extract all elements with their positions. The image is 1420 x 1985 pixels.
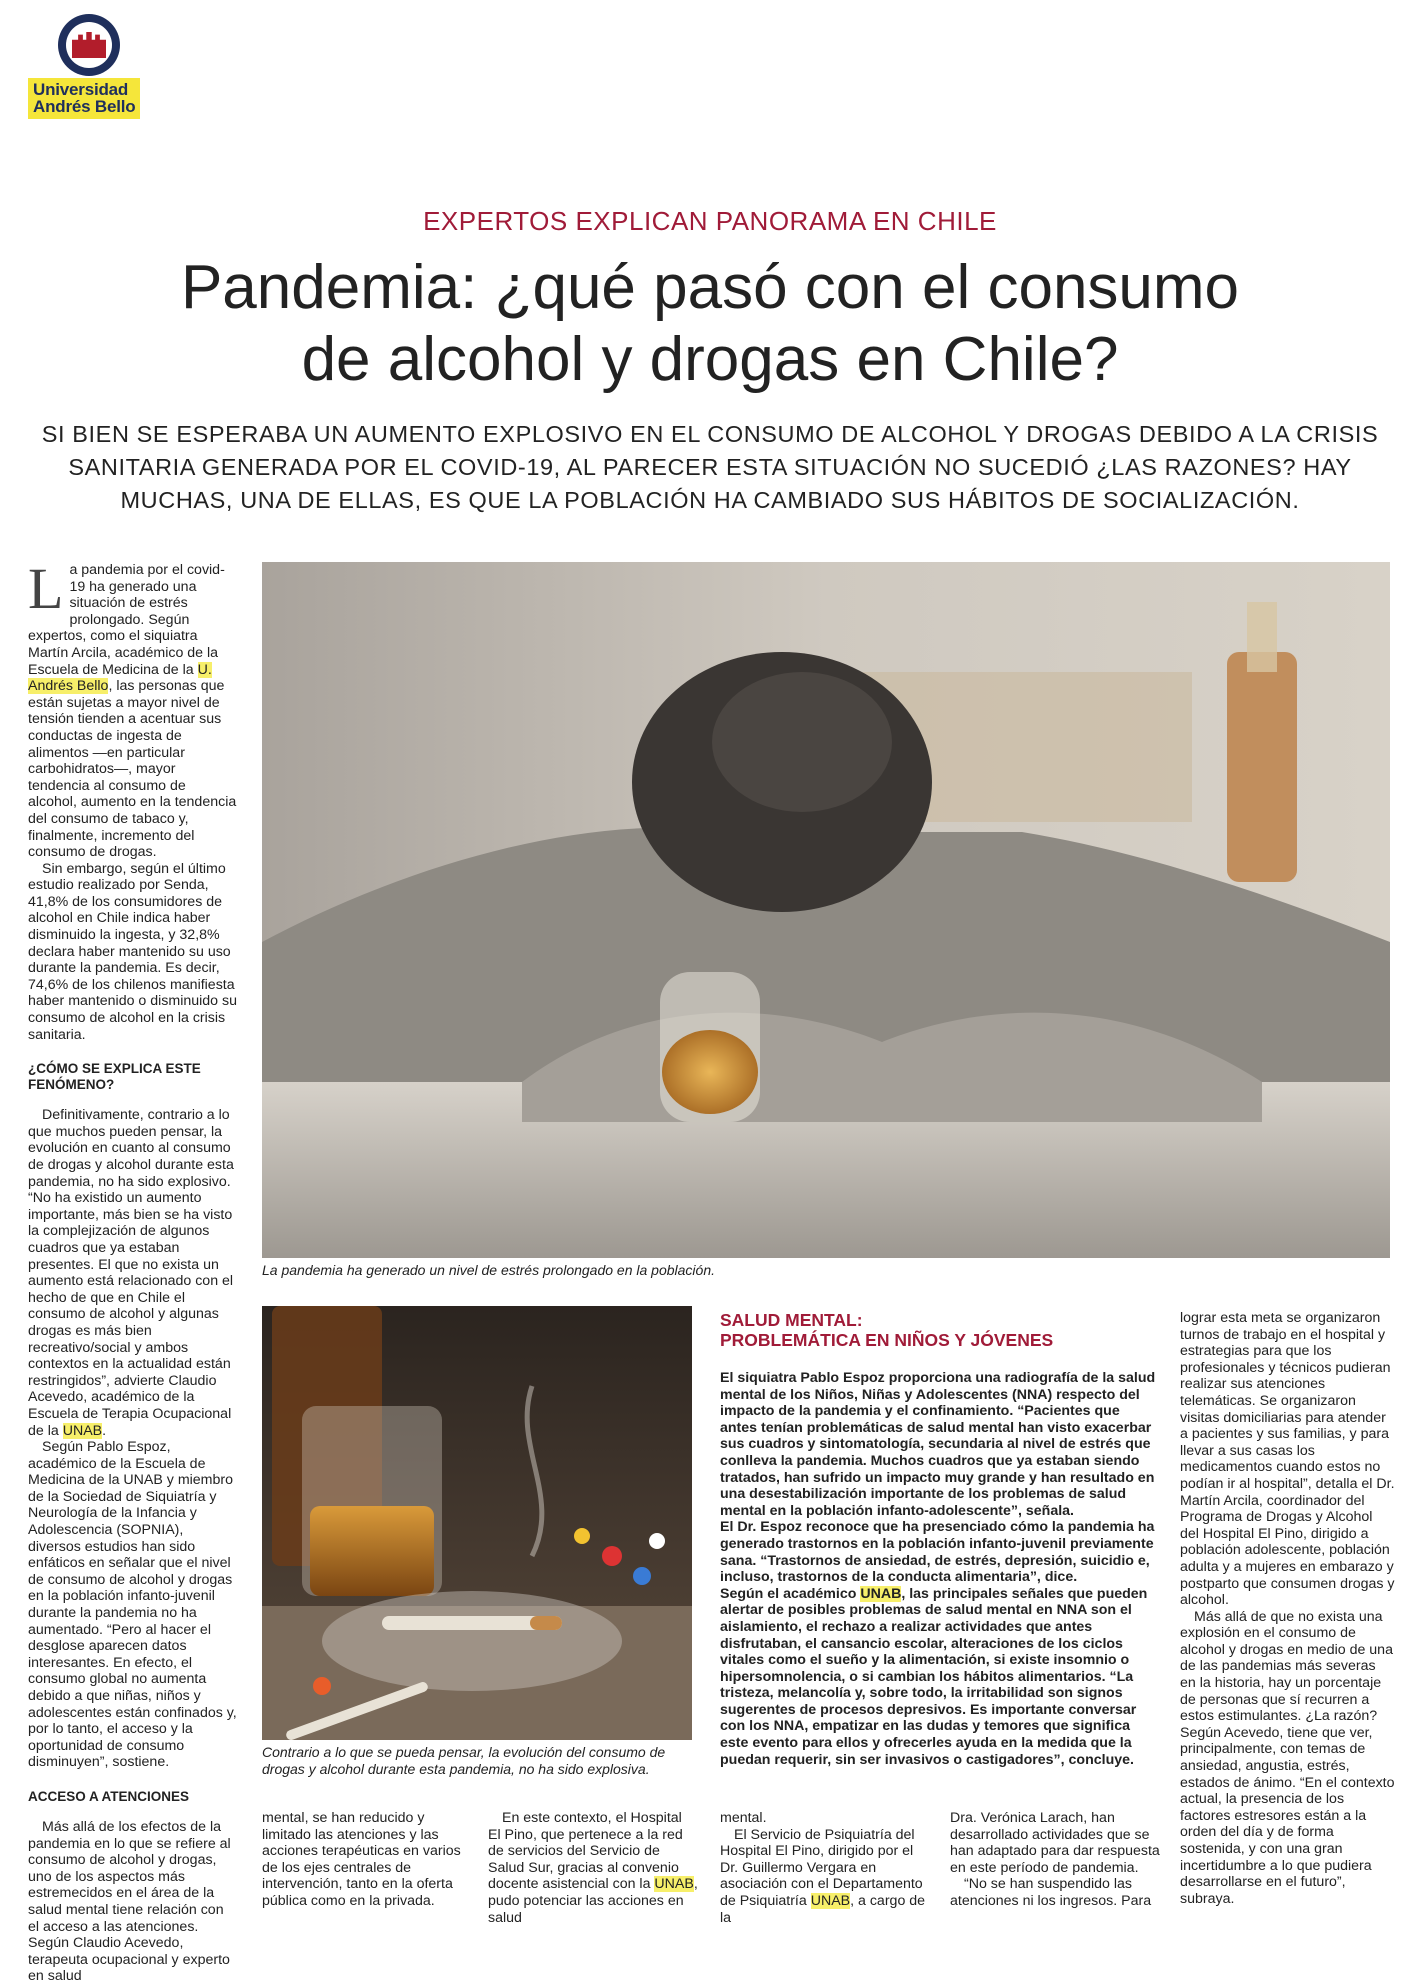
highlight: UNAB <box>810 1892 851 1909</box>
column-2 <box>262 1810 470 1910</box>
subheading: ¿CÓMO SE EXPLICA ESTE FENÓMENO? <box>28 1061 201 1093</box>
sidebar-title-line1: SALUD MENTAL: <box>720 1310 863 1330</box>
sidebar-title-line2: PROBLEMÁTICA EN NIÑOS Y JÓVENES <box>720 1330 1054 1350</box>
column-5 <box>950 1810 1160 1910</box>
column-3 <box>488 1810 698 1926</box>
paragraph: El Servicio de Psiquiatría del Hospital El Pino, dirigido por el Dr. Guillermo Vergara en asociación con el Departamento de Psiquiatría UNAB, a cargo de la <box>720 1826 926 1926</box>
subheading: ACCESO A ATENCIONES <box>28 1788 190 1804</box>
paragraph: El Dr. Espoz reconoce que ha presenciado cómo la pandemia ha generado trastornos en la población infanto-juvenil previamente sana. “Trastornos de ansiedad, de estrés, depresión, suicidio e, incluso, trastornos de la conducta alimentaria”, dice. <box>720 1519 1155 1586</box>
university-logo <box>26 14 152 122</box>
photo2-caption: Contrario a lo que se pueda pensar, la evolución del consumo de drogas y alcohol durante esta pandemia, no ha sido explosiva. <box>262 1744 666 1777</box>
paragraph: El siquiatra Pablo Espoz proporciona una radiografía de la salud mental de los Niños, Niñas y Adolescentes (NNA) respecto del impacto de la pandemia y el confinamiento. “Pacientes que antes tenían problemáticas de salud mental han visto exacerbar sus cuadros y sintomatología, secundaria al nivel de estrés que conlleva la pandemia. Muchos cuadros que ya estaban siendo tratados, han sufrido un impacto muy grande y han resultado en una desestabilización importante de los problemas de salud mental en la población infanto-adolescente”, señala. <box>720 1370 1156 1519</box>
paragraph: Según el académico UNAB, las principales señales que pueden alertar de posibles problemas de salud mental en NNA son el aislamiento, el rechazo a realizar actividades que antes disfrutaban, el cansancio escolar, alteraciones de los ciclos vitales como el sueño y la alimentación, si existe insomnio o hipersomnolencia, o si cambian los hábitos alimentarios. “La tristeza, melancolía y, sobre todo, la irritabilidad son signos sugerentes de procesos depresivos. Es importante conversar con los NNA, empatizar en las dudas y temores que significa este evento para ellos y ofrecerles ayuda en la medida que la puedan requerir, sin ser invasivos o castigadores”, concluye. <box>720 1585 1148 1768</box>
dropcap: L <box>28 556 64 621</box>
salud-mental-sidebar <box>720 1310 1160 1768</box>
column-4 <box>720 1810 930 1926</box>
logo-wordmark <box>28 78 140 119</box>
paragraph: Sin embargo, según el último estudio realizado por Senda, 41,8% de los consumidores de alcohol en Chile indica haber disminuido la ingesta, y 32,8% declara haber mantenido su uso durante la pandemia. Es decir, 74,6% de los chilenos manifiesta haber mantenido o disminuido su consumo de alcohol en la crisis sanitaria. <box>28 860 238 1043</box>
highlight: U. Andrés Bello <box>28 661 212 695</box>
paragraph: mental. <box>720 1810 767 1826</box>
highlight: UNAB <box>860 1585 902 1602</box>
headline-line2: de alcohol y drogas en Chile? <box>301 325 1119 394</box>
logo-line2: Andrés Bello <box>33 97 136 116</box>
logo-line1: Universidad <box>33 80 129 99</box>
column-6 <box>1180 1310 1395 1907</box>
alcohol-pills-cigarettes-image <box>262 1306 692 1740</box>
paragraph: Más allá de que no exista una explosión en el consumo de alcohol y drogas en medio de una de las pandemias más severas en la historia, hay un porcentaje de personas que sí recurren a estos estimulantes. ¿La razón? Según Acevedo, tiene que ver, principalmente, con temas de ansiedad, angustia, estrés, estados de ánimo. “En el contexto actual, la presencia de los factores estresores están a la orden del día y de forma sostenida, y con una gran incertidumbre a lo que pudiera desarrollarse en el futuro”, subraya. <box>1180 1608 1395 1907</box>
highlight: UNAB <box>654 1876 694 1893</box>
kicker: EXPERTOS EXPLICAN PANORAMA EN CHILE <box>423 206 997 236</box>
paragraph: Dra. Verónica Larach, han desarrollado actividades que se han adaptado para dar respuesta en este período de pandemia. <box>950 1810 1160 1876</box>
deck: SI BIEN SE ESPERABA UN AUMENTO EXPLOSIVO EN EL CONSUMO DE ALCOHOL Y DROGAS DEBIDO A LA CRISIS SANITARIA GENERADA POR EL COVID-19, AL PARECER ESTA SITUACIÓN NO SUCEDIÓ ¿LAS RAZONES? HAY MUCHAS, UNA DE ELLAS, ES QUE LA POBLACIÓN HA CAMBIADO SUS HÁBITOS DE SOCIALIZACIÓN. <box>41 421 1379 513</box>
secondary-photo <box>262 1306 692 1740</box>
paragraph: “No se han suspendido las atenciones ni los ingresos. Para <box>950 1876 1152 1909</box>
paragraph: lograr esta meta se organizaron turnos de trabajo en el hospital y estrategias para que los profesionales y técnicos pudieran realizar sus atenciones telemáticas. Se organizaron visitas domiciliarias para atender a pacientes y sus familias, y para llevar a sus casas los medicamentos cuando estos no podían ir al hospital”, detalla el Dr. Martín Arcila, coordinador del Programa de Drogas y Alcohol del Hospital El Pino, dirigido a población adolescente, población adulta y a mujeres en embarazo y postparto que consumen drogas y alcohol. <box>1180 1310 1395 1609</box>
paragraph: mental, se han reducido y limitado las atenciones y las acciones terapéuticas en varios de los ejes centrales de intervención, tanto en la oferta pública como en la privada. <box>262 1810 461 1909</box>
column-1 <box>28 556 238 1985</box>
paragraph: Según Pablo Espoz, académico de la Escuela de Medicina de la UNAB y miembro de la Sociedad de Siquiatría y Neurología de la Infancia y Adolescencia (SOPNIA), diversos estudios han sido enfáticos en señalar que el nivel de consumo de alcohol y drogas en la población infanto-juvenil durante la pandemia no ha aumentado. “Pero al hacer el desglose aparecen datos interesantes. En efecto, el consumo global no aumenta debido a que niñas, niños y adolescentes están confinados y, por lo tanto, el acceso y la oportunidad de consumo disminuyen”, sostiene. <box>28 1439 237 1771</box>
headline-line1: Pandemia: ¿qué pasó con el consumo <box>180 253 1240 322</box>
paragraph: Más allá de los efectos de la pandemia en lo que se refiere al consumo de alcohol y drogas, uno de los aspectos más estremecidos en el área de la salud mental tiene relación con el acceso a las atenciones. Según Claudio Acevedo, terapeuta ocupacional y experto en salud <box>28 1818 231 1985</box>
paragraph: En este contexto, el Hospital El Pino, que pertenece a la red de servicios del Servicio de Salud Sur, gracias al convenio docente asistencial con la UNAB, pudo potenciar las acciones en salud <box>488 1810 698 1926</box>
headline <box>0 252 1420 396</box>
photo1-caption: La pandemia ha generado un nivel de estrés prolongado en la población. <box>262 1262 716 1278</box>
paragraph: La pandemia por el covid-19 ha generado una situación de estrés prolongado. Según expertos, como el siquiatra Martín Arcila, académico de la Escuela de Medicina de la U. Andrés Bello, las personas que están sujetas a mayor nivel de tensión tienden a acentuar sus conductas de ingesta de alimentos —en particular carbohidratos—, mayor tendencia al consumo de alcohol, aumento en la tendencia del consumo de tabaco y, finalmente, incremento del consumo de drogas. <box>28 556 237 861</box>
main-photo <box>262 562 1390 1258</box>
paragraph: Definitivamente, contrario a lo que muchos pueden pensar, la evolución en cuanto al consumo de drogas y alcohol durante esta pandemia, no ha sido explosivo. “No ha existido un aumento importante, más bien se ha visto la complejización de algunos cuadros que ya estaban presentes. El que no exista un aumento está relacionado con el hecho de que en Chile el consumo de alcohol y algunas drogas es más bien recreativo/social y ambos contextos en la actualidad están restringidos”, advierte Claudio Acevedo, académico de la Escuela de Terapia Ocupacional de la UNAB. <box>28 1107 234 1439</box>
highlight: UNAB <box>62 1422 103 1439</box>
man-with-whiskey-glass-image <box>262 562 1390 1258</box>
sidebar-body <box>720 1370 1160 1768</box>
